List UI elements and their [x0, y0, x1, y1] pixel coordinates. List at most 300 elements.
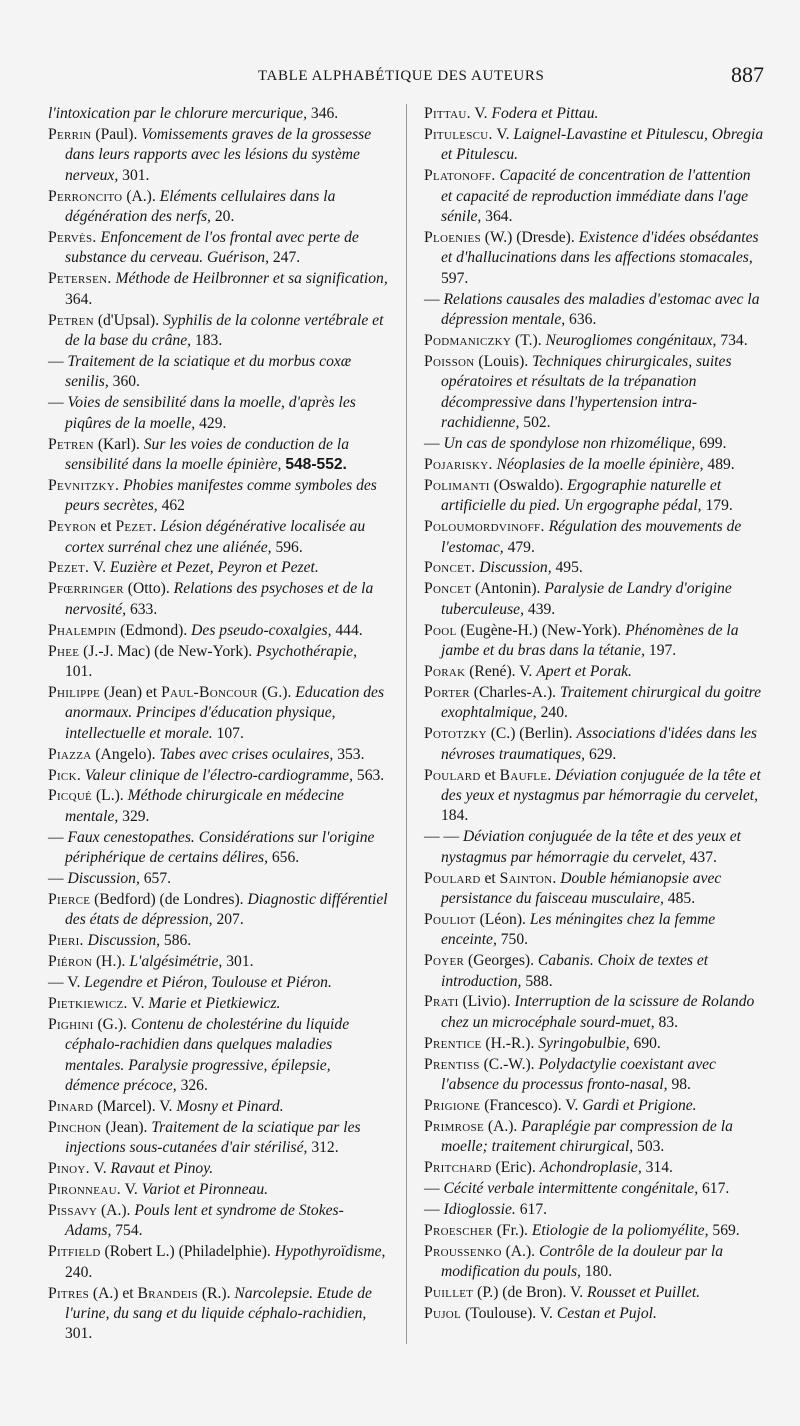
author-details: (A.).	[97, 1202, 135, 1220]
index-entry	[424, 662, 764, 682]
index-entry	[48, 642, 388, 683]
index-entry	[424, 1158, 764, 1178]
work-title: Lésion dégénérative localisée au cortex surrénal chez une aliénée,	[65, 518, 366, 556]
author-details: et	[96, 518, 116, 536]
author-details: —	[424, 1201, 444, 1219]
work-title: Ravaut et Pinoy.	[110, 1160, 214, 1178]
index-entry	[48, 745, 388, 765]
author-name: Prati	[424, 993, 459, 1011]
author-name: Pierce	[48, 890, 91, 908]
author-name: Primrose	[424, 1117, 484, 1135]
coauthor-name: Sainton	[499, 869, 553, 887]
author-name: Pitfield	[48, 1243, 101, 1261]
page-reference: 312.	[307, 1139, 339, 1157]
work-title: Déviation conjuguée de la tête et des yeux et nystagmus par hémorragie du cervelet,	[441, 828, 741, 866]
page-reference: 690.	[629, 1034, 661, 1052]
work-title: Gardi et Prigione.	[582, 1097, 697, 1114]
page-reference: 586.	[160, 932, 192, 950]
author-details: (Fr.).	[492, 1221, 532, 1239]
page-reference: 437.	[685, 848, 717, 866]
index-entry	[424, 724, 764, 765]
author-name: Pironneau.	[48, 1181, 122, 1199]
page-reference: 617.	[698, 1180, 730, 1198]
author-details: V.	[127, 994, 149, 1012]
index-entry	[48, 311, 388, 352]
work-title: Variot et Pironneau.	[141, 1181, 269, 1199]
author-details: V.	[492, 125, 514, 143]
work-title: Double hémianopsie avec persistance du faisceau musculaire,	[441, 869, 722, 907]
page-reference: 326.	[176, 1077, 208, 1095]
work-title: Contrôle de la douleur par la modification du pouls,	[441, 1242, 724, 1281]
page-reference: 240.	[65, 1263, 93, 1281]
index-entry	[48, 1097, 388, 1117]
index-entry	[48, 517, 388, 558]
index-entry	[48, 973, 388, 993]
author-name: Philippe	[48, 683, 101, 701]
page-reference: 183.	[191, 331, 223, 349]
author-details: V.	[89, 559, 110, 577]
author-details: V.	[89, 1160, 111, 1178]
author-name: Prentice	[424, 1034, 482, 1052]
right-column	[424, 104, 764, 1325]
work-title: Laignel-Lavastine et Pitulescu, Obregia et Pitulescu.	[441, 125, 764, 164]
author-details: (G.).	[93, 1015, 131, 1033]
author-details: (Jean) et	[100, 683, 162, 701]
index-entry	[48, 931, 388, 951]
work-title: Déviation conjuguée de la tête et des yeux et nystagmus par hémorragie du cervelet,	[441, 766, 761, 804]
index-entry	[424, 869, 764, 910]
work-title: Capacité de concentration de l'attention et capacité de reproduction immédiate dans l'age sénile,	[441, 167, 751, 226]
author-name: Polimanti	[424, 476, 490, 494]
author-details: —	[424, 435, 444, 452]
index-entry	[424, 621, 764, 662]
index-entry	[424, 910, 764, 951]
work-title: Ergographie naturelle et artificielle du pied. Un ergographe pédal,	[441, 476, 722, 515]
author-details: (Charles-A.).	[469, 683, 560, 701]
work-title: Phobies manifestes comme symboles des peurs secrètes,	[65, 476, 377, 515]
author-details: (Marcel). V.	[93, 1098, 177, 1115]
author-details: (Edmond).	[116, 621, 192, 639]
author-name: Puillet	[424, 1284, 474, 1302]
index-entry	[48, 994, 388, 1014]
author-name: Perrin	[48, 125, 92, 143]
author-details: (A.).	[501, 1242, 539, 1260]
page-reference: 83.	[654, 1013, 679, 1031]
author-name: Pittau.	[424, 105, 471, 122]
page-reference: 754.	[111, 1222, 143, 1240]
index-entry	[48, 1201, 388, 1242]
page-reference: 247.	[268, 249, 301, 267]
page-reference: 101.	[65, 662, 93, 680]
page-reference: 569.	[708, 1221, 740, 1239]
work-title: Psychothérapie,	[256, 642, 358, 660]
index-entry	[48, 1180, 388, 1200]
work-title: Un cas de spondylose non rhizomélique,	[443, 435, 696, 452]
page-reference: 656.	[267, 849, 300, 867]
author-name: Pool	[424, 621, 457, 639]
author-details: (Léon).	[475, 910, 530, 928]
author-details: et	[480, 766, 500, 784]
index-entry	[424, 766, 764, 827]
author-name: Poulard	[424, 766, 481, 784]
author-name: Pitres	[48, 1284, 90, 1302]
author-name: Porak	[424, 662, 466, 680]
coauthor-details: .	[152, 518, 161, 536]
author-name: Pitulescu.	[424, 125, 493, 143]
coauthor-details: .	[547, 766, 556, 784]
author-details: V.	[121, 1181, 142, 1199]
page-reference: 699.	[695, 435, 727, 452]
index-entry	[48, 125, 388, 186]
author-details: (J.-J. Mac) (de New-York).	[79, 642, 257, 660]
page-reference: 179.	[701, 497, 733, 515]
page-reference: 563.	[353, 766, 385, 784]
index-entry	[48, 476, 388, 517]
index-entry	[48, 352, 388, 393]
index-entry	[424, 992, 764, 1033]
author-name: Pevnitzky.	[48, 476, 120, 494]
page-reference: 346.	[307, 105, 339, 122]
author-details: (A.).	[122, 187, 160, 205]
author-name: Poisson	[424, 352, 475, 370]
coauthor-name: Brandeis	[137, 1284, 199, 1302]
author-details: (Oswaldo).	[489, 476, 568, 494]
work-title: Sur les voies de conduction de la sensibilité dans la moelle épinière,	[65, 435, 349, 473]
author-name: Pietkiewicz.	[48, 994, 128, 1012]
page-reference: 301.	[118, 166, 150, 184]
work-title: Diagnostic différentiel des états de dépression,	[65, 890, 388, 929]
author-details: — —	[424, 828, 463, 846]
author-name: Pick.	[48, 766, 82, 784]
work-title: Vomissements graves de la grossesse dans leurs rapports avec les lésions du système nerveux,	[65, 125, 372, 184]
author-details: (Jean).	[101, 1118, 152, 1136]
work-title: Techniques chirurgicales, suites opératoires et résultats de la trépanation décompressive dans l'hypertension intra-rachidienne,	[441, 352, 732, 432]
work-title: Rousset et Puillet.	[587, 1284, 701, 1302]
index-entry	[48, 104, 388, 124]
author-details: (A.) et	[89, 1284, 138, 1302]
author-name: Pojarisky.	[424, 455, 493, 473]
author-name: Pinard	[48, 1098, 94, 1115]
work-title: Apert et Porak.	[536, 662, 632, 680]
page-reference: 750.	[496, 931, 529, 949]
left-column	[48, 104, 388, 1345]
author-details: —	[48, 870, 68, 888]
page-reference: 633.	[126, 600, 158, 618]
author-details: (Robert L.) (Philadelphie).	[100, 1243, 275, 1261]
index-entry	[424, 951, 764, 992]
author-details: (C.-W.).	[479, 1055, 539, 1073]
author-details: — V.	[48, 974, 85, 992]
author-name: Pfœrringer	[48, 580, 124, 598]
author-details: (H.-R.).	[481, 1034, 539, 1052]
running-title: TABLE ALPHABÉTIQUE DES AUTEURS	[258, 68, 545, 84]
index-entry	[424, 1200, 764, 1220]
page-reference: 485.	[663, 889, 696, 907]
index-entry	[48, 828, 388, 869]
author-name: Pinchon	[48, 1118, 102, 1136]
page-reference: 301.	[222, 953, 254, 971]
index-entry	[48, 187, 388, 228]
work-title: Paraplégie par compression de la moelle; traitement chirurgical,	[441, 1117, 733, 1156]
column-divider	[406, 104, 407, 1344]
author-name: Poncet	[424, 580, 472, 598]
coauthor-name: Baufle	[499, 766, 548, 784]
work-title: Discussion,	[67, 870, 140, 888]
work-title: Etiologie de la poliomyélite,	[531, 1221, 709, 1239]
coauthor-name: Pezet	[115, 518, 153, 536]
author-details: (L.).	[92, 787, 128, 805]
author-details: —	[48, 828, 68, 846]
work-title: Des pseudo-coxalgies,	[191, 621, 332, 639]
author-details: (Eugène-H.) (New-York).	[456, 621, 626, 639]
work-title: Discussion,	[87, 932, 161, 950]
page-reference: 107.	[212, 724, 244, 742]
index-entry	[424, 352, 764, 434]
index-entry	[424, 683, 764, 724]
work-title: Eléments cellulaires dans la dégénération des nerfs,	[65, 187, 336, 226]
index-entry	[424, 1055, 764, 1096]
index-entry	[48, 1159, 388, 1179]
index-entry	[424, 476, 764, 517]
author-details: (Antonin).	[471, 580, 545, 598]
author-name: Pouliot	[424, 910, 476, 928]
page-reference: 301.	[65, 1325, 93, 1343]
work-title: Euzière et Pezet, Peyron et Pezet.	[109, 559, 319, 577]
page-reference: 588.	[521, 972, 553, 990]
work-title: Syphilis de la colonne vertébrale et de la base du crâne,	[65, 311, 384, 349]
page-header	[0, 62, 800, 92]
author-details: (T.).	[511, 331, 546, 349]
index-entry	[424, 434, 764, 454]
work-title: Tabes avec crises oculaires,	[159, 745, 334, 763]
author-name: Poloumordvinoff.	[424, 518, 545, 536]
author-details: et	[480, 869, 500, 887]
page-reference: 353.	[333, 745, 365, 763]
index-entry	[424, 290, 764, 331]
author-details: (P.) (de Bron). V.	[473, 1284, 588, 1302]
index-entry	[424, 827, 764, 868]
work-title: Fodera et Pittau.	[491, 105, 599, 122]
work-title: Méthode chirurgicale en médecine mentale,	[65, 787, 344, 825]
work-title: Marie et Pietkiewicz.	[148, 994, 281, 1012]
index-entry	[48, 683, 388, 744]
work-title: Cestan et Pujol.	[556, 1305, 657, 1323]
work-title: Relations des psychoses et de la nervosité,	[65, 580, 374, 618]
author-name: Proescher	[424, 1221, 493, 1239]
author-details: (René). V.	[465, 662, 537, 680]
author-name: Ploenies	[424, 228, 481, 246]
author-name: Podmaniczky	[424, 331, 512, 349]
index-entry	[424, 1304, 764, 1324]
index-entry	[424, 1096, 764, 1116]
author-name: Pritchard	[424, 1159, 492, 1177]
index-entry	[424, 1221, 764, 1241]
page-reference: 240.	[536, 704, 568, 722]
index-entry	[424, 104, 764, 124]
page-reference: 502.	[519, 414, 551, 432]
page-reference: 596.	[271, 538, 303, 556]
index-entry	[424, 228, 764, 289]
page-reference: 495.	[551, 559, 583, 577]
work-title: Régulation des mouvements de l'estomac,	[441, 518, 742, 556]
work-title: Méthode de Heilbronner et sa signification,	[115, 270, 388, 288]
author-name: Petersen.	[48, 270, 112, 288]
work-title: L'algésimétrie,	[129, 953, 223, 971]
author-details: (H.).	[92, 953, 130, 971]
author-name: Pighini	[48, 1015, 94, 1033]
page-reference: 197.	[645, 642, 677, 660]
author-details: (Louis).	[474, 352, 533, 370]
author-details: —	[48, 394, 68, 412]
page-reference: 184.	[441, 807, 469, 825]
work-title: Valeur clinique de l'électro-cardiogramme,	[84, 766, 353, 784]
author-details: (d'Upsal).	[93, 311, 163, 329]
work-title: Mosny et Pinard.	[176, 1098, 284, 1115]
author-details: —	[424, 290, 444, 308]
index-entry	[48, 952, 388, 972]
work-title: Legendre et Piéron, Toulouse et Piéron.	[84, 974, 332, 992]
index-entry	[424, 455, 764, 475]
index-entry	[48, 1015, 388, 1097]
index-entry	[424, 1117, 764, 1158]
work-title: Interruption de la scissure de Rolando chez un microcéphale sourd-muet,	[441, 993, 755, 1031]
author-name: Prentiss	[424, 1055, 480, 1073]
index-entry	[424, 558, 764, 578]
work-title: Hypothyroïdisme,	[274, 1243, 386, 1261]
work-title: Faux cenestopathes. Considérations sur l'origine périphérique de certains délires,	[65, 828, 375, 867]
page-reference: 429.	[195, 414, 227, 432]
work-title: Existence d'idées obsédantes et d'hallucinations dans les affections stomacales,	[441, 228, 759, 267]
coauthor-details: (R.).	[198, 1284, 235, 1302]
author-name: Pezet.	[48, 559, 90, 577]
author-details: (Livio).	[458, 993, 515, 1011]
author-details: (W.) (Dresde).	[480, 228, 579, 246]
author-name: Pujol	[424, 1305, 462, 1323]
work-title: Néoplasies de la moelle épinière,	[496, 455, 704, 473]
author-name: Pervès.	[48, 228, 97, 246]
page-reference: 734.	[716, 331, 748, 349]
work-title: Idioglossie.	[443, 1201, 516, 1219]
work-title: Cécité verbale intermittente congénitale,	[443, 1180, 699, 1198]
author-details: (Francesco). V.	[480, 1097, 583, 1114]
page-reference: 98.	[667, 1076, 691, 1094]
work-title: Education des anormaux. Principes d'éducation physique, intellectuelle et morale.	[65, 683, 385, 742]
author-name: Pissavy	[48, 1202, 98, 1220]
work-title: Discussion,	[479, 559, 552, 577]
page-reference: 180.	[580, 1263, 613, 1281]
index-entry	[424, 579, 764, 620]
page-reference: 617.	[515, 1201, 548, 1219]
index-entry	[424, 125, 764, 166]
page-reference: 314.	[641, 1159, 673, 1177]
work-title: Phénomènes de la jambe et du bras dans la tétanie,	[441, 621, 739, 660]
work-title: Contenu de cholestérine du liquide céphalo-rachidien dans quelques maladies mentales. Paralysie progressive, épilepsie, démence précoce,	[65, 1015, 350, 1095]
author-name: Petren	[48, 435, 94, 453]
index-entry	[424, 1179, 764, 1199]
work-title: Traitement de la sciatique et du morbus coxæ senilis,	[65, 352, 352, 391]
index-entry	[48, 435, 388, 476]
index-entry	[48, 869, 388, 889]
author-details: (Paul).	[91, 125, 142, 143]
index-entry	[48, 579, 388, 620]
work-title: Syringobulbie,	[538, 1034, 630, 1052]
author-details: (Angelo).	[91, 745, 160, 763]
page-reference: 597.	[441, 269, 469, 287]
author-name: Petren	[48, 311, 94, 329]
work-title: l'intoxication par le chlorure mercurique,	[48, 105, 307, 122]
author-details: (A.).	[483, 1117, 522, 1135]
author-name: Poulard	[424, 869, 481, 887]
author-details: —	[424, 1180, 444, 1198]
author-name: Poncet.	[424, 559, 476, 577]
index-entry	[424, 1242, 764, 1283]
coauthor-name: Paul-Boncour	[161, 683, 259, 701]
page-reference: 636.	[565, 311, 597, 329]
author-name: Piazza	[48, 745, 92, 763]
author-name: Peyron	[48, 518, 97, 536]
page-reference: 207.	[212, 911, 244, 929]
author-name: Porter	[424, 683, 470, 701]
index-entry	[48, 1242, 388, 1283]
page-reference: 444.	[331, 621, 363, 639]
author-name: Pieri.	[48, 932, 84, 950]
work-title: Les méningites chez la femme enceinte,	[441, 910, 716, 949]
page-reference: 489.	[703, 455, 735, 473]
author-name: Prigione	[424, 1097, 481, 1114]
index-entry	[48, 1284, 388, 1345]
author-name: Picqué	[48, 787, 93, 805]
page-reference: 629.	[585, 745, 617, 763]
index-entry	[424, 1283, 764, 1303]
work-title: Pouls lent et syndrome de Stokes-Adams,	[65, 1202, 344, 1240]
work-title: Achondroplasie,	[539, 1159, 642, 1177]
index-entry	[48, 786, 388, 827]
author-details: (Karl).	[93, 435, 144, 453]
author-name: Poyer	[424, 952, 465, 970]
author-details: (C.) (Berlin).	[486, 725, 577, 743]
author-name: Proussenko	[424, 1242, 502, 1260]
index-entry	[48, 558, 388, 578]
work-title: Narcolepsie. Etude de l'urine, du sang et du liquide céphalo-rachidien,	[65, 1284, 372, 1323]
author-name: Piéron	[48, 953, 93, 971]
index-entry	[48, 269, 388, 310]
index-entry	[48, 228, 388, 269]
page-reference: 462	[157, 497, 185, 515]
index-entry	[424, 1034, 764, 1054]
page-reference: 360.	[108, 373, 140, 391]
index-entry	[48, 621, 388, 641]
work-title: Associations d'idées dans les névroses traumatiques,	[441, 725, 757, 763]
page-reference: 503.	[633, 1138, 665, 1156]
author-name: Phee	[48, 642, 80, 660]
page-reference: 329.	[118, 807, 150, 825]
author-name: Platonoff.	[424, 167, 496, 185]
index-entry	[48, 393, 388, 434]
work-title: Paralysie de Landry d'origine tuberculeuse,	[441, 580, 732, 618]
author-details: —	[48, 352, 68, 370]
work-title: Relations causales des maladies d'estomac avec la dépression mentale,	[441, 290, 760, 329]
page-range: 548-552.	[285, 455, 347, 473]
work-title: Neurogliomes congénitaux,	[545, 331, 717, 349]
author-details: (Bedford) (de Londres).	[90, 890, 248, 908]
page-number: 887	[731, 62, 764, 87]
page-reference: 439.	[524, 600, 556, 618]
author-details: V.	[470, 105, 492, 122]
index-entry	[48, 890, 388, 931]
work-title: Traitement de la sciatique par les injections sous-cutanées d'air stérilisé,	[65, 1118, 361, 1157]
author-name: Phalempin	[48, 621, 117, 639]
author-name: Pototzky	[424, 725, 487, 743]
